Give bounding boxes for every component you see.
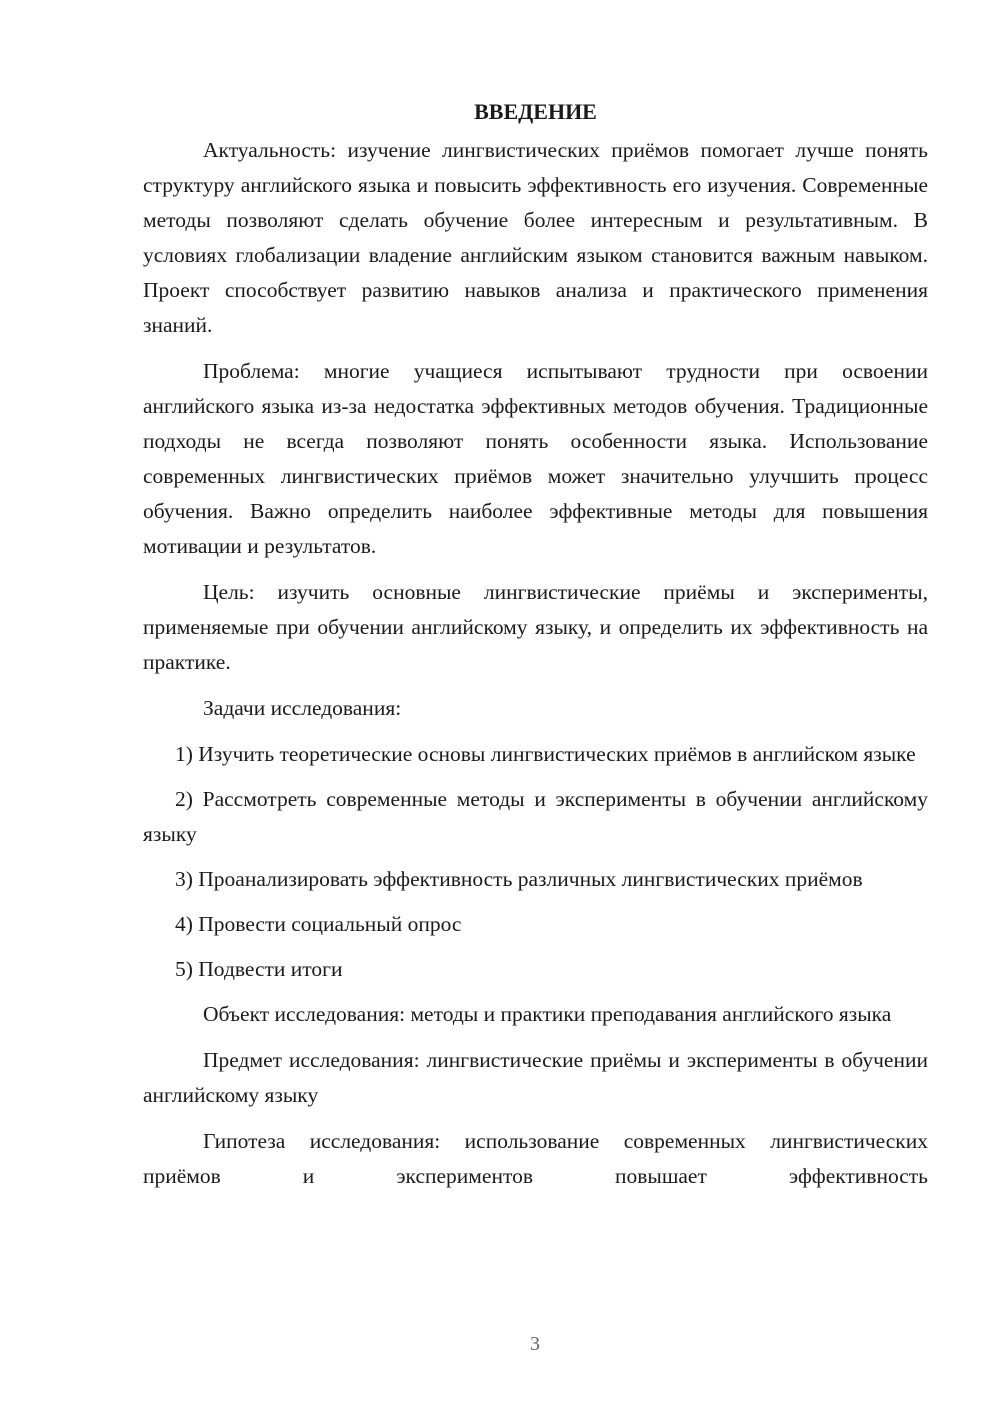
object-paragraph: Объект исследования: методы и практики преподавания английского языка xyxy=(203,1002,892,1026)
relevance-paragraph: Актуальность: изучение лингвистических приёмов помогает лучше понять структуру английского языка и повысить эффективность его изучения. Современные методы позволяют сделать обучение более интересным и результативным. В условиях глобализации владение английским языком становится важным навыком. Проект способствует развитию навыков анализа и практического применения знаний. xyxy=(143,138,928,337)
task-item: 2) Рассмотреть современные методы и эксперименты в обучении английскому языку xyxy=(143,787,928,846)
task-item: 1) Изучить теоретические основы лингвистических приёмов в английском языке xyxy=(175,742,916,766)
task-item: 4) Провести социальный опрос xyxy=(175,912,462,936)
tasks-heading: Задачи исследования: xyxy=(203,696,402,720)
document-page xyxy=(143,94,928,1205)
page-number: 3 xyxy=(530,1333,540,1355)
task-item: 5) Подвести итоги xyxy=(175,957,343,981)
goal-paragraph: Цель: изучить основные лингвистические приёмы и эксперименты, применяемые при обучении английскому языку, и определить их эффективность на практике. xyxy=(143,580,928,674)
task-item: 3) Проанализировать эффективность различных лингвистических приёмов xyxy=(175,867,863,891)
problem-paragraph: Проблема: многие учащиеся испытывают трудности при освоении английского языка из-за недостатка эффективных методов обучения. Традиционные подходы не всегда позволяют понять особенности языка. Использование современных лингвистических приёмов может значительно улучшить процесс обучения. Важно определить наиболее эффективные методы для повышения мотивации и результатов. xyxy=(143,359,928,558)
subject-paragraph: Предмет исследования: лингвистические приёмы и эксперименты в обучении английскому языку xyxy=(143,1048,928,1107)
page-title: ВВЕДЕНИЕ xyxy=(474,99,597,124)
hypothesis-paragraph: Гипотеза исследования: использование современных лингвистических приёмов и экспериментов повышает эффективность xyxy=(143,1129,928,1188)
